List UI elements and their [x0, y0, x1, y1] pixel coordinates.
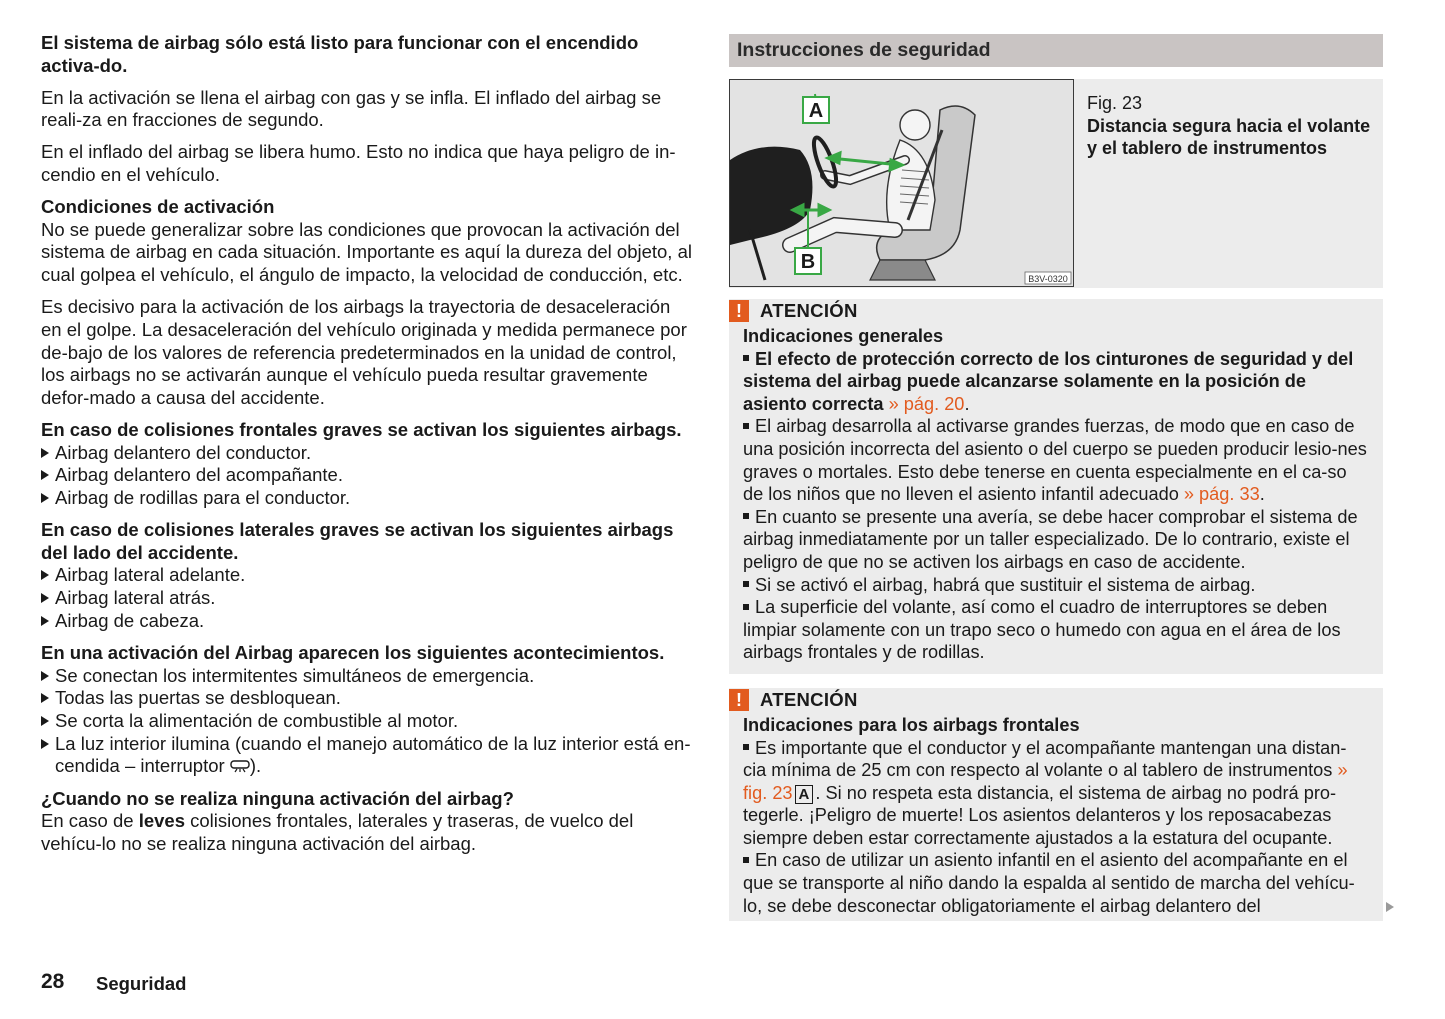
- triangle-bullet-icon: [41, 493, 49, 503]
- square-bullet-icon: [743, 857, 749, 863]
- warning-bullet: El efecto de protección correcto de los cinturones de seguridad y del sistema del airbag puede alcanzarse solamente en la posición de asiento correcta » pág. 20.: [743, 348, 1354, 414]
- list-item: Se corta la alimentación de combustible al motor.: [41, 710, 696, 733]
- figure-number: Fig. 23: [1087, 93, 1143, 113]
- figure-code: B3V-0320: [1028, 274, 1068, 284]
- triangle-bullet-icon: [41, 616, 49, 626]
- list-item: Airbag lateral atrás.: [41, 587, 696, 610]
- interior-light-switch-icon: [230, 760, 250, 773]
- frontal-block: [41, 419, 696, 509]
- triangle-bullet-icon: [41, 739, 49, 749]
- triangle-bullet-icon: [41, 716, 49, 726]
- events-heading: En una activación del Airbag aparecen los siguientes acontecimientos.: [41, 642, 665, 664]
- figure-label-ref: A: [795, 785, 814, 804]
- list-item: Airbag delantero del conductor.: [41, 442, 696, 465]
- square-bullet-icon: [743, 513, 749, 519]
- warning-subtitle: Indicaciones para los airbags frontales: [743, 714, 1080, 735]
- warning-bullet: Es importante que el conductor y el acompañante mantengan una distan-cia mínima de 25 cm con respecto al volante o al tablero de instrumentos » fig. 23 A . Si no respeta esta distancia, el sistema de airbag no podrá pro-tegerle. ¡Peligro de muerte! Los asientos delanteros y los reposacabezas siempre deben estar correctamente ajustados a la estatura del ocupante.: [743, 737, 1348, 848]
- square-bullet-icon: [743, 744, 749, 750]
- triangle-bullet-icon: [41, 671, 49, 681]
- events-block: [41, 642, 696, 778]
- figure-ref-link[interactable]: » fig. 23: [743, 760, 1348, 803]
- triangle-bullet-icon: [41, 570, 49, 580]
- list-item: Airbag lateral adelante.: [41, 564, 696, 587]
- figure-label-a: A: [808, 100, 824, 122]
- square-bullet-icon: [743, 604, 749, 610]
- list-item: Todas las puertas se desbloquean.: [41, 687, 696, 710]
- page-ref-link[interactable]: » pág. 20: [888, 393, 965, 414]
- warning-icon: !: [729, 300, 749, 322]
- warning-general: [729, 299, 1383, 674]
- triangle-bullet-icon: [41, 693, 49, 703]
- warning-header: [729, 299, 1369, 325]
- warning-bullet: Si se activó el airbag, habrá que sustituir el sistema de airbag.: [743, 574, 1369, 597]
- conditions-text: No se puede generalizar sobre las condiciones que provocan la activación del sistema de airbag en cada situación. Importante es aquí la dureza del objeto, al cual golpea el vehículo, el ángulo de impacto, la velocidad de conducción, etc.: [41, 218, 692, 285]
- triangle-bullet-icon: [41, 593, 49, 603]
- deceleration-paragraph: Es decisivo para la activación de los airbags la trayectoria de desaceleración en el golpe. La desaceleración del vehículo originada y medida permanece por de-bajo de los valores de referencia predeterminados en la unidad de control, los airbags no se activarán aunque el vehículo pueda resultar gravemente defor-mado a causa del accidente.: [41, 296, 687, 408]
- page-ref-link[interactable]: » pág. 33: [1183, 484, 1260, 505]
- conditions-heading: Condiciones de activación: [41, 196, 275, 218]
- warning-icon: !: [729, 689, 749, 711]
- section-title: Instrucciones de seguridad: [729, 34, 1383, 67]
- no-activation-block: [41, 788, 696, 856]
- warning-frontal: [729, 688, 1383, 921]
- warning-title: ATENCIÓN: [760, 300, 858, 321]
- figure-row: [729, 79, 1383, 288]
- list-item: Airbag de cabeza.: [41, 610, 696, 633]
- square-bullet-icon: [743, 581, 749, 587]
- figure-label-b: B: [800, 251, 816, 273]
- list-item: Se conectan los intermitentes simultáneos de emergencia.: [41, 665, 696, 688]
- frontal-heading: En caso de colisiones frontales graves se activan los siguientes airbags.: [41, 418, 682, 440]
- conditions-block: [41, 196, 696, 286]
- inflation-paragraph: En la activación se llena el airbag con gas y se infla. El inflado del airbag se reali-za en fracciones de segundo.: [41, 86, 662, 131]
- warning-header: [729, 688, 1369, 714]
- page-number: 28: [41, 970, 65, 993]
- warning-bullet: En cuanto se presente una avería, se debe hacer comprobar el sistema de airbag inmediatamente por un taller especializado. De lo contrario, existe el peligro de que no se activen los airbags en caso de accidente.: [743, 506, 1358, 572]
- right-column: [729, 34, 1383, 921]
- lateral-heading: En caso de colisiones laterales graves se activan los siguientes airbags del lado del accidente.: [41, 519, 674, 563]
- square-bullet-icon: [743, 355, 749, 361]
- list-item: La luz interior ilumina (cuando el manejo automático de la luz interior está en-cendida – interruptor ).: [41, 733, 696, 778]
- list-item: Airbag delantero del acompañante.: [41, 464, 696, 487]
- figure-title: Distancia segura hacia el volante y el tablero de instrumentos: [1087, 115, 1371, 159]
- warning-bullet: La superficie del volante, así como el cuadro de interruptores se deben limpiar solamente con un trapo seco o humedo con agua en el área de los airbags frontales y de rodillas.: [743, 597, 1341, 663]
- warning-bullet: El airbag desarrolla al activarse grandes fuerzas, de modo que en caso de una posición incorrecta del asiento o del cuerpo se pueden producir lesio-nes graves o mortales. Esto debe tenerse en cuenta especialmente en el ca-so de los niños que no lleven el asiento infantil adecuado » pág. 33.: [743, 416, 1367, 505]
- no-activation-text: En caso de leves colisiones frontales, laterales y traseras, de vuelco del vehícu-lo no se realiza ninguna activación del airbag.: [41, 810, 634, 854]
- triangle-bullet-icon: [41, 448, 49, 458]
- figure-23: [729, 79, 1074, 287]
- seating-distance-illustration: [730, 80, 1073, 286]
- left-column: [41, 32, 696, 866]
- continue-arrow-icon: [1386, 902, 1394, 912]
- footer-section-title: Seguridad: [96, 973, 187, 994]
- warning-bullet: En caso de utilizar un asiento infantil en el asiento del acompañante en el que se transporte al niño dando la espalda al sentido de marcha del vehícu-lo, se debe desconectar obligatoriamente el airbag delantero del: [743, 850, 1355, 916]
- intro-bold-paragraph: El sistema de airbag sólo está listo para funcionar con el encendido activa-do.: [41, 32, 639, 76]
- warning-subtitle: Indicaciones generales: [743, 326, 944, 346]
- square-bullet-icon: [743, 423, 749, 429]
- warning-title: ATENCIÓN: [760, 688, 858, 710]
- no-activation-heading: ¿Cuando no se realiza ninguna activación del airbag?: [41, 787, 514, 809]
- figure-caption: [1087, 92, 1377, 160]
- lateral-block: [41, 519, 696, 632]
- triangle-bullet-icon: [41, 470, 49, 480]
- smoke-paragraph: En el inflado del airbag se libera humo. Esto no indica que haya peligro de in-cendio en el vehículo.: [41, 141, 676, 185]
- list-item: Airbag de rodillas para el conductor.: [41, 487, 696, 510]
